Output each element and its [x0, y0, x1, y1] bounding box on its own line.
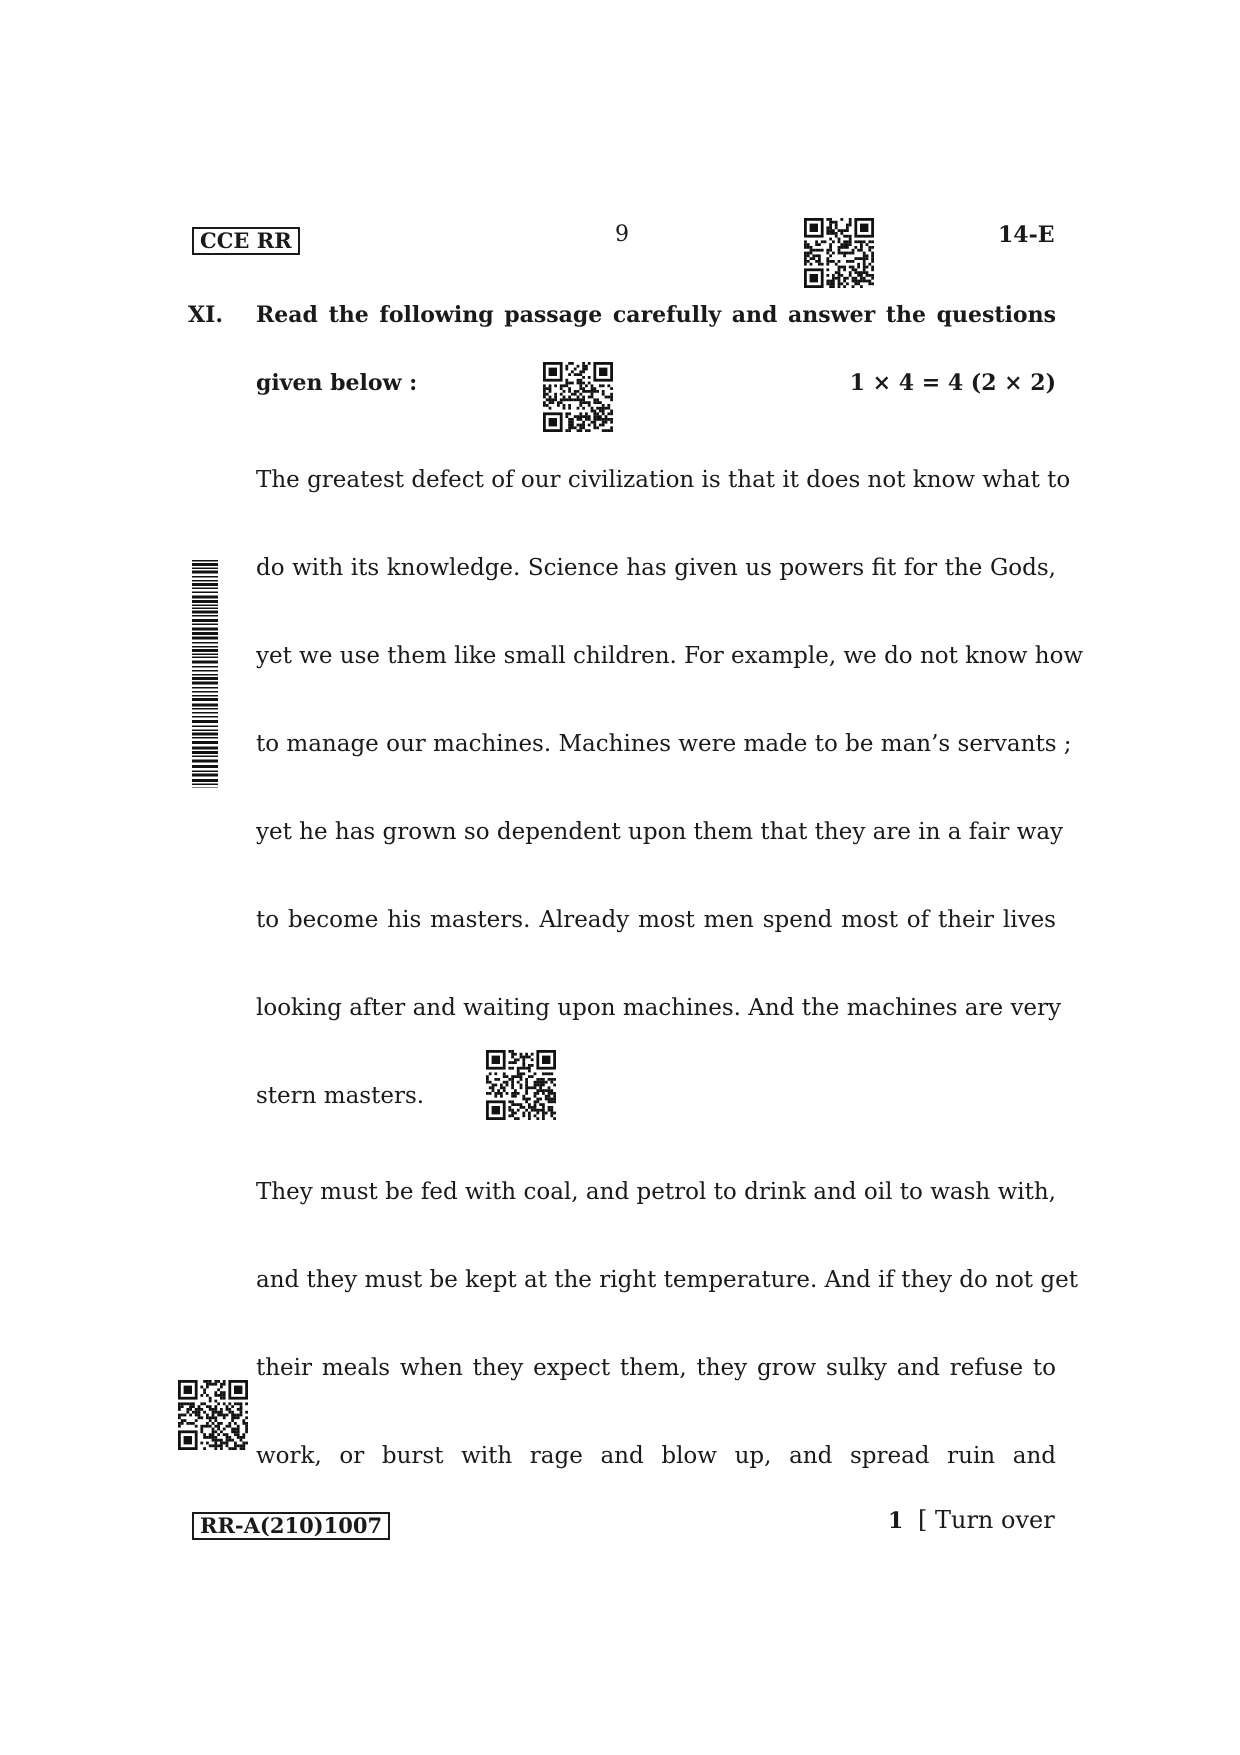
- passage-line: stern masters.: [256, 1083, 425, 1109]
- subject-code: 14-E: [998, 222, 1055, 248]
- qr-code-passage: [486, 1050, 556, 1120]
- turn-over-label: [ Turn over: [918, 1506, 1055, 1534]
- question-number: XI.: [188, 302, 224, 328]
- question-instruction: Read the following passage carefully and answer the questions: [256, 302, 1056, 328]
- passage-line: work, or burst with rage and blow up, and spread ruin and: [256, 1443, 1056, 1469]
- qr-code-header: [804, 218, 874, 288]
- passage-line: to become his masters. Already most men spend most of their lives: [256, 907, 1056, 933]
- passage-line: They must be fed with coal, and petrol to drink and oil to wash with,: [256, 1179, 1056, 1205]
- passage-line: yet he has grown so dependent upon them that they are in a fair way: [256, 819, 1064, 845]
- qr-code-question: [543, 362, 613, 432]
- qr-code-margin: [178, 1380, 248, 1450]
- passage-line: The greatest defect of our civilization is that it does not know what to: [256, 467, 1071, 493]
- passage-line: yet we use them like small children. For example, we do not know how: [256, 643, 1084, 669]
- passage-line: their meals when they expect them, they grow sulky and refuse to: [256, 1355, 1056, 1381]
- barcode: [192, 560, 218, 788]
- passage-line: and they must be kept at the right temperature. And if they do not get: [256, 1267, 1078, 1293]
- paper-code-box: CCE RR: [192, 227, 300, 255]
- marks-allocation: 1 × 4 = 4 (2 × 2): [849, 370, 1056, 396]
- question-instruction-cont: given below :: [256, 370, 418, 396]
- footer-code-box: RR-A(210)1007: [192, 1512, 390, 1540]
- passage-line: do with its knowledge. Science has given us powers fit for the Gods,: [256, 555, 1056, 581]
- passage-line: to manage our machines. Machines were made to be man’s servants ;: [256, 731, 1072, 757]
- passage-line: looking after and waiting upon machines. And the machines are very: [256, 995, 1062, 1021]
- footer-page-number: 1: [888, 1508, 904, 1534]
- page-number: 9: [615, 222, 629, 247]
